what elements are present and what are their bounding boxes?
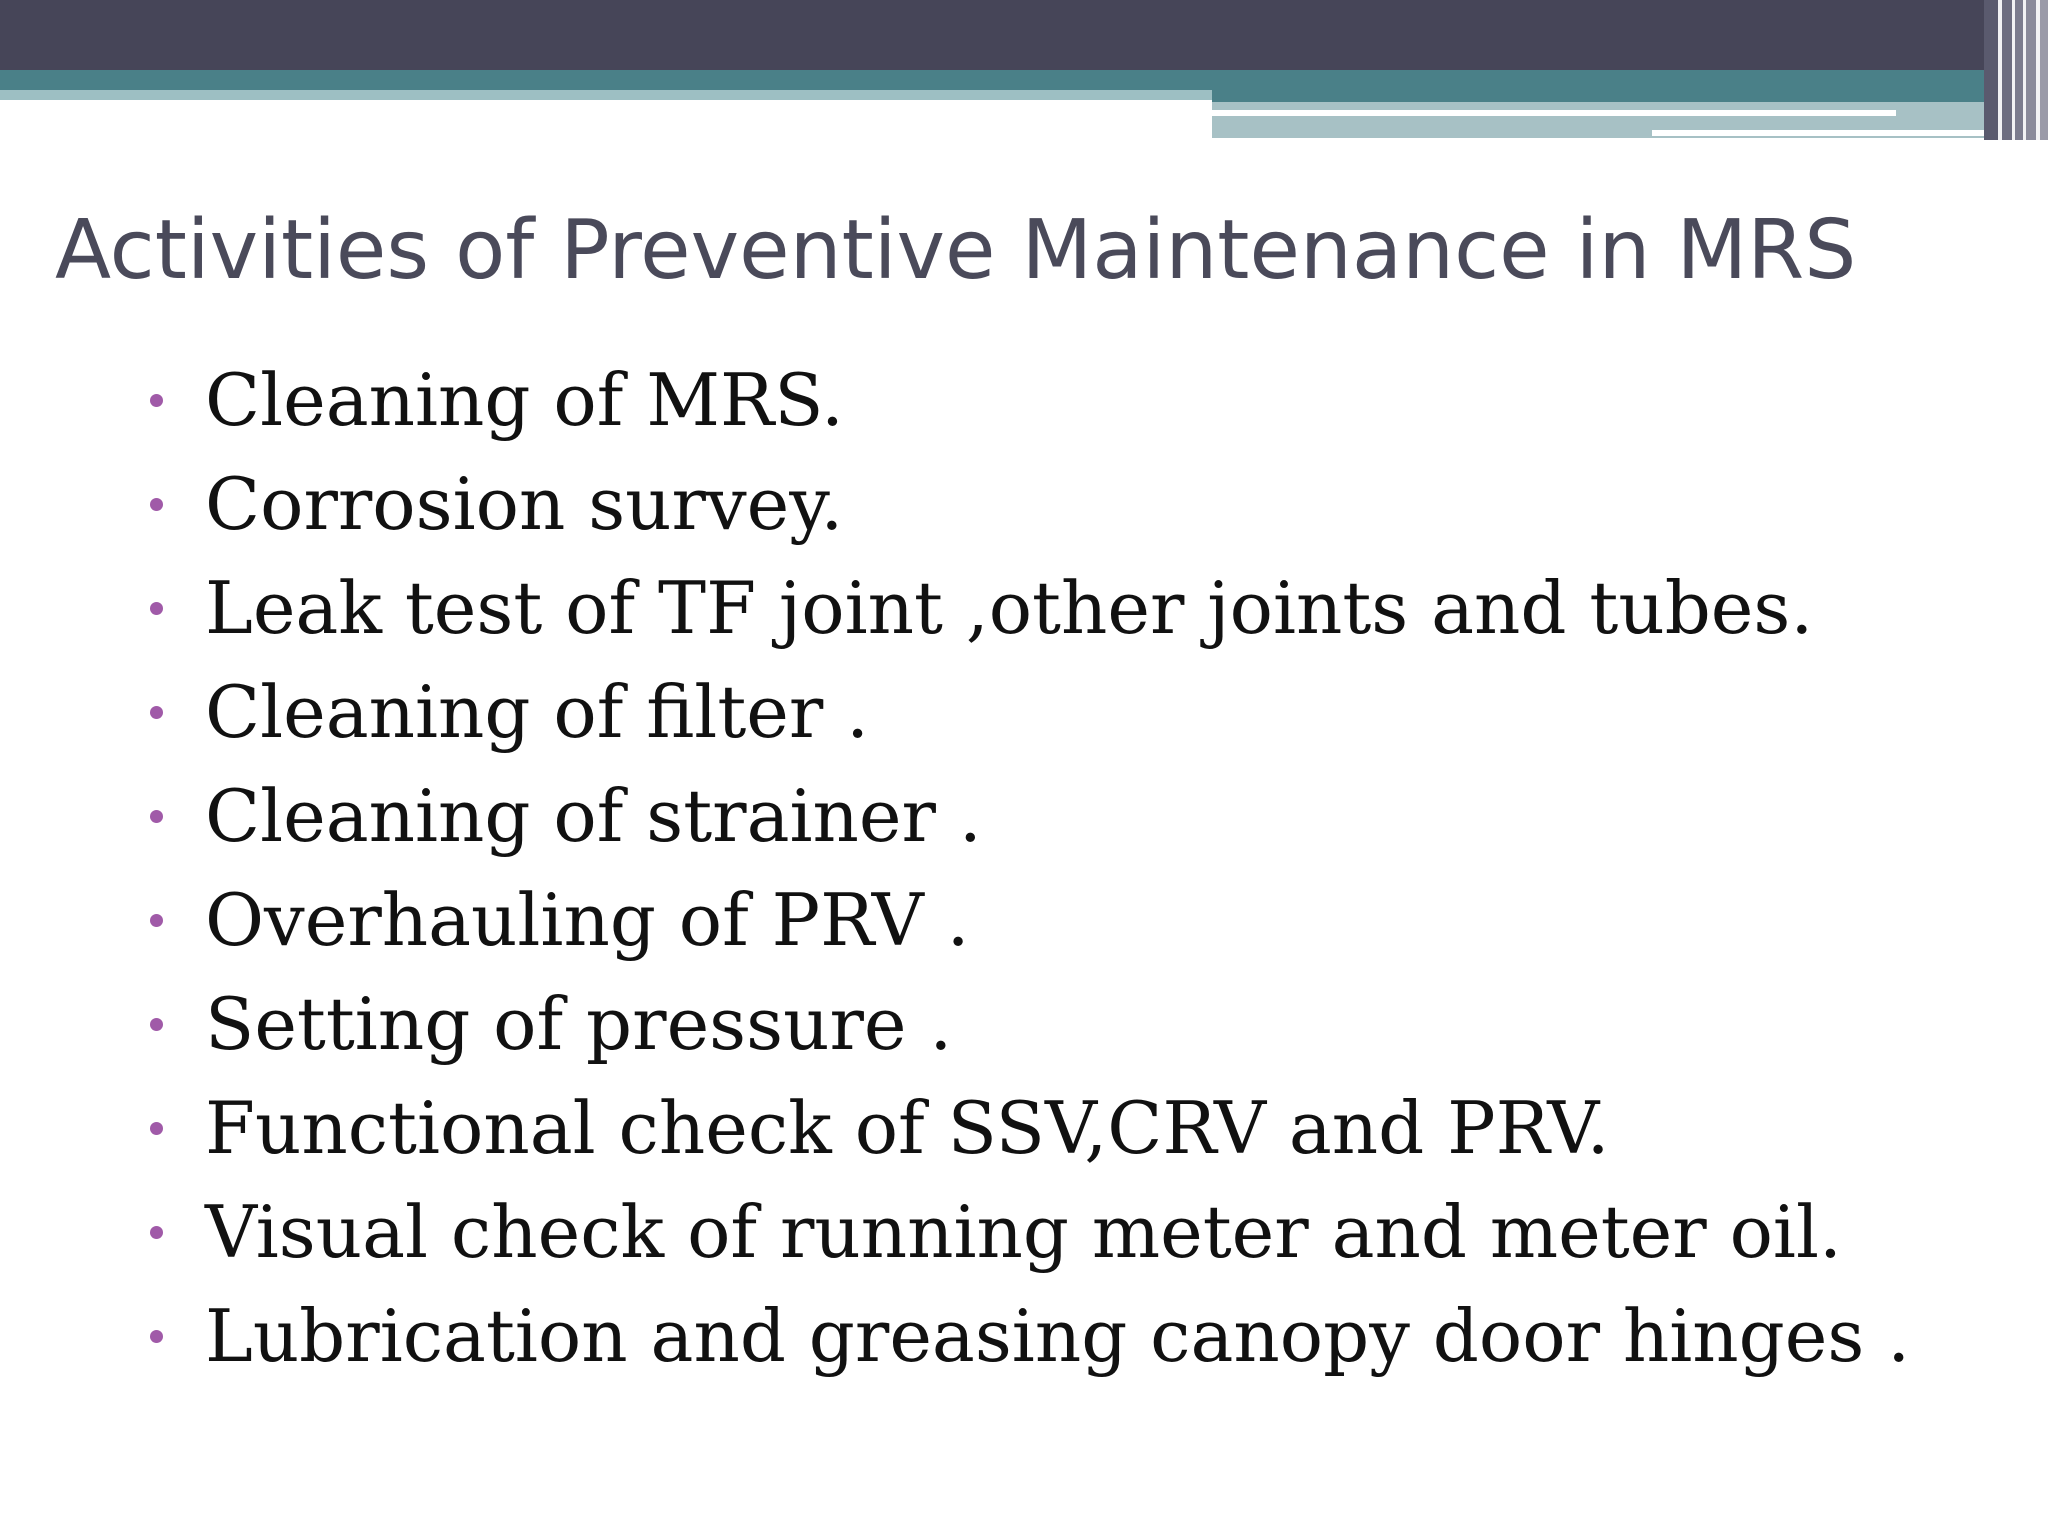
bullet-marker-icon [150,1122,163,1135]
bullet-text: Lubrication and greasing canopy door hinges . [205,1294,1911,1378]
header-band-teal [0,70,2048,90]
slide-title: Activities of Preventive Maintenance in MRS [55,203,1857,298]
header-bar-dark [0,0,2048,70]
bullet-marker-icon [150,914,163,927]
header-band-teal-right [1212,90,2048,102]
header-edge-stripes [1984,0,2048,140]
bullet-marker-icon [150,1018,163,1031]
bullet-marker-icon [150,706,163,719]
bullet-list [148,348,1910,1388]
bullet-marker-icon [150,1330,163,1343]
bullet-text: Cleaning of MRS. [205,358,844,442]
bullet-item [148,1284,1910,1388]
bullet-item [148,868,1910,972]
bullet-text: Overhauling of PRV . [205,878,970,962]
bullet-text: Cleaning of filter . [205,670,870,754]
bullet-text: Cleaning of strainer . [205,774,982,858]
bullet-marker-icon [150,602,163,615]
bullet-marker-icon [150,394,163,407]
bullet-text: Functional check of SSV,CRV and PRV. [205,1086,1610,1170]
bullet-item [148,972,1910,1076]
bullet-item [148,660,1910,764]
bullet-item [148,764,1910,868]
bullet-text: Setting of pressure . [205,982,953,1066]
bullet-item [148,452,1910,556]
bullet-item [148,348,1910,452]
bullet-item [148,556,1910,660]
bullet-text: Leak test of TF joint ,other joints and tubes. [205,566,1814,650]
header-band-pale-left [0,90,1212,100]
bullet-marker-icon [150,810,163,823]
bullet-text: Corrosion survey. [205,462,844,546]
header-divider-line [1212,110,1896,116]
bullet-text: Visual check of running meter and meter oil. [205,1190,1842,1274]
bullet-marker-icon [150,498,163,511]
bullet-item [148,1180,1910,1284]
bullet-item [148,1076,1910,1180]
bullet-marker-icon [150,1226,163,1239]
